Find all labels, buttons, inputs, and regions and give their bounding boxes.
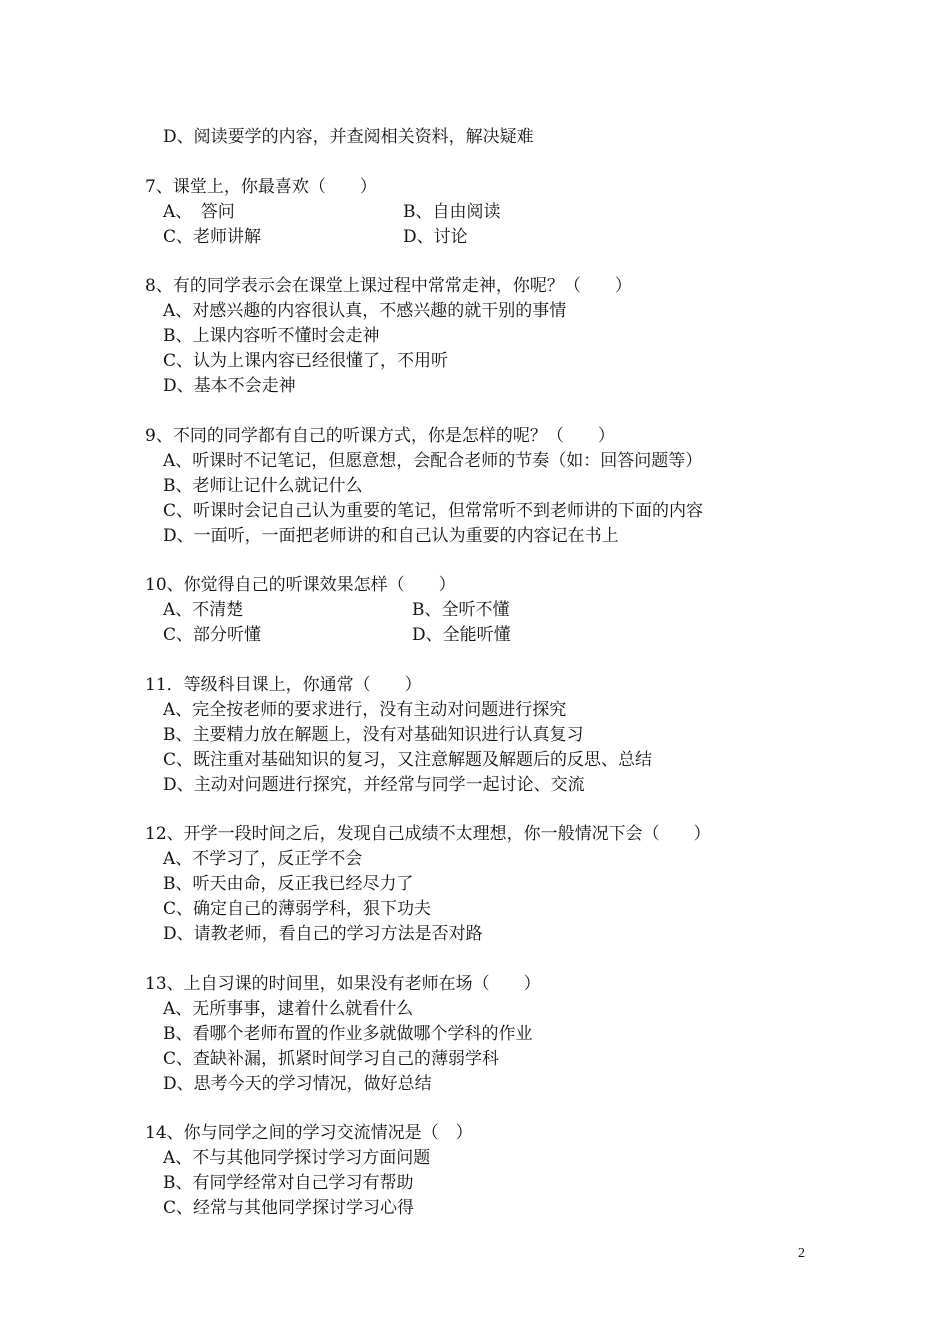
option-q7-c: C、老师讲解 <box>163 227 262 247</box>
option-q8-d: D、基本不会走神 <box>163 376 296 396</box>
option-q10-c: C、部分听懂 <box>163 625 262 645</box>
question-12-stem: 12、开学一段时间之后，发现自己成绩不太理想，你一般情况下会（ ） <box>145 824 711 844</box>
option-q12-a: A、不学习了，反正学不会 <box>163 849 363 869</box>
option-q13-d: D、思考今天的学习情况，做好总结 <box>163 1074 432 1094</box>
option-q12-c: C、确定自己的薄弱学科，狠下功夫 <box>163 899 432 919</box>
option-q11-a: A、完全按老师的要求进行，没有主动对问题进行探究 <box>163 700 567 720</box>
question-7-stem: 7、课堂上，你最喜欢（ ） <box>145 177 377 197</box>
question-14-stem: 14、你与同学之间的学习交流情况是（ ） <box>145 1123 473 1143</box>
option-q14-c: C、经常与其他同学探讨学习心得 <box>163 1198 415 1218</box>
option-q12-d: D、请教老师，看自己的学习方法是否对路 <box>163 924 483 944</box>
option-q10-a: A、不清楚 <box>163 600 244 620</box>
option-q6-d: D、阅读要学的内容，并查阅相关资料，解决疑难 <box>163 127 534 147</box>
option-q9-c: C、听课时会记自己认为重要的笔记，但常常听不到老师讲的下面的内容 <box>163 501 704 521</box>
option-q7-b: B、自由阅读 <box>403 202 501 222</box>
option-q7-a: A、 答问 <box>163 202 235 222</box>
option-q13-b: B、看哪个老师布置的作业多就做哪个学科的作业 <box>163 1024 533 1044</box>
question-11-stem: 11．等级科目课上，你通常（ ） <box>145 675 422 695</box>
option-q9-a: A、听课时不记笔记，但愿意想，会配合老师的节奏（如：回答问题等） <box>163 451 703 471</box>
option-q14-b: B、有同学经常对自己学习有帮助 <box>163 1173 414 1193</box>
question-10-stem: 10、你觉得自己的听课效果怎样（ ） <box>145 575 456 595</box>
option-q10-b: B、全听不懂 <box>412 600 510 620</box>
page-number: 2 <box>798 1246 805 1261</box>
question-8-stem: 8、有的同学表示会在课堂上课过程中常常走神，你呢？（ ） <box>145 276 632 296</box>
option-q13-c: C、查缺补漏，抓紧时间学习自己的薄弱学科 <box>163 1049 500 1069</box>
option-q11-d: D、主动对问题进行探究，并经常与同学一起讨论、交流 <box>163 775 585 795</box>
option-q8-c: C、认为上课内容已经很懂了，不用听 <box>163 351 449 371</box>
option-q8-a: A、对感兴趣的内容很认真，不感兴趣的就干别的事情 <box>163 301 567 321</box>
question-9-stem: 9、不同的同学都有自己的听课方式，你是怎样的呢？（ ） <box>145 426 615 446</box>
option-q11-c: C、既注重对基础知识的复习，又注意解题及解题后的反思、总结 <box>163 750 653 770</box>
option-q9-d: D、一面听，一面把老师讲的和自己认为重要的内容记在书上 <box>163 526 619 546</box>
option-q7-d: D、讨论 <box>403 227 468 247</box>
question-13-stem: 13、上自习课的时间里，如果没有老师在场（ ） <box>145 974 541 994</box>
option-q8-b: B、上课内容听不懂时会走神 <box>163 326 380 346</box>
option-q13-a: A、无所事事，逮着什么就看什么 <box>163 999 414 1019</box>
option-q12-b: B、听天由命，反正我已经尽力了 <box>163 874 414 894</box>
option-q11-b: B、主要精力放在解题上，没有对基础知识进行认真复习 <box>163 725 584 745</box>
option-q10-d: D、全能听懂 <box>412 625 511 645</box>
option-q9-b: B、老师让记什么就记什么 <box>163 476 363 496</box>
option-q14-a: A、不与其他同学探讨学习方面问题 <box>163 1148 431 1168</box>
